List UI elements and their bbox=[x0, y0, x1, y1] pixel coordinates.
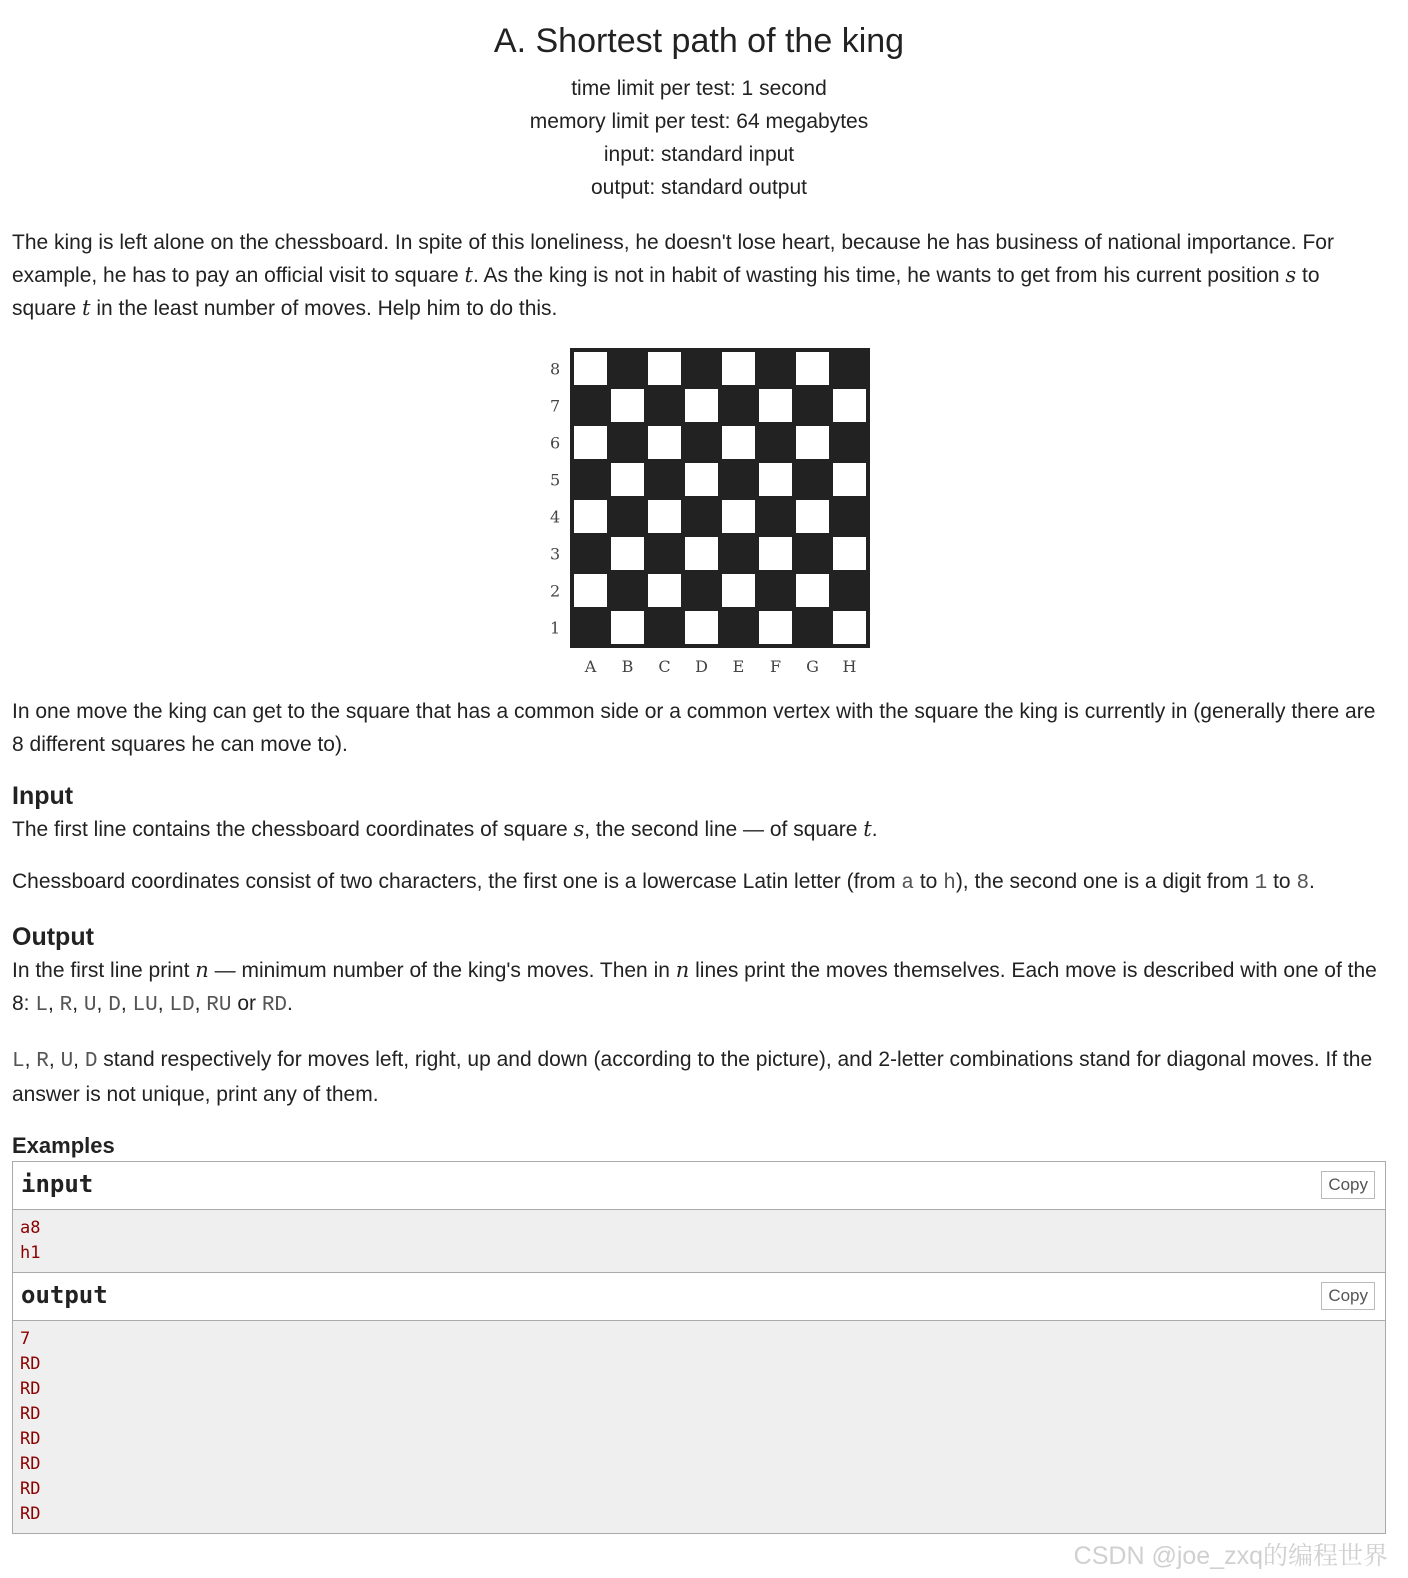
example-output-header bbox=[13, 1272, 1385, 1321]
output-target: output: standard output bbox=[591, 176, 807, 199]
board-square bbox=[611, 611, 644, 644]
input-source: input: standard input bbox=[603, 143, 795, 166]
board-square bbox=[574, 426, 607, 459]
file-label: E bbox=[732, 657, 745, 676]
board-square bbox=[831, 350, 868, 387]
chessboard-figure bbox=[12, 345, 1386, 685]
example-input-header bbox=[13, 1162, 1385, 1210]
rank-label: 8 bbox=[550, 359, 561, 379]
example-output-body bbox=[13, 1321, 1385, 1533]
file-label: G bbox=[806, 657, 819, 676]
example-line: RD bbox=[20, 1379, 41, 1399]
file-label: D bbox=[695, 657, 708, 676]
board-square bbox=[572, 535, 609, 572]
board-square bbox=[574, 500, 607, 533]
board-square bbox=[831, 572, 868, 609]
input-heading: Input bbox=[12, 782, 74, 810]
board-square bbox=[646, 609, 683, 646]
board-square bbox=[648, 352, 681, 385]
board-square bbox=[833, 389, 866, 422]
board-square bbox=[646, 387, 683, 424]
board-square bbox=[796, 500, 829, 533]
problem-page bbox=[12, 0, 1386, 1534]
input-line-1: The first line contains the chessboard coordinates of square s, the second line — of square t. bbox=[12, 817, 878, 841]
rank-label: 6 bbox=[550, 433, 561, 453]
move-rule-paragraph: In one move the king can get to the square that has a common side or a common vertex with the square the king is currently in (generally there are 8 different squares he can move to). bbox=[12, 700, 1376, 756]
board-square bbox=[720, 461, 757, 498]
board-square bbox=[757, 424, 794, 461]
board-square bbox=[722, 426, 755, 459]
example-line: RD bbox=[20, 1479, 41, 1499]
board-square bbox=[611, 537, 644, 570]
board-square bbox=[833, 611, 866, 644]
board-square bbox=[685, 389, 718, 422]
board-square bbox=[759, 389, 792, 422]
examples-box bbox=[12, 1161, 1386, 1534]
watermark: CSDN @joe_zxq的编程世界 bbox=[1073, 1542, 1388, 1570]
board-square bbox=[648, 500, 681, 533]
board-square bbox=[609, 350, 646, 387]
board-square bbox=[831, 498, 868, 535]
board-square bbox=[572, 387, 609, 424]
file-label: B bbox=[621, 657, 634, 676]
board-square bbox=[683, 350, 720, 387]
board-square bbox=[685, 537, 718, 570]
board-square bbox=[720, 535, 757, 572]
board-square bbox=[796, 426, 829, 459]
board-square bbox=[609, 498, 646, 535]
page-title: A. Shortest path of the king bbox=[493, 22, 905, 60]
file-label: F bbox=[769, 657, 782, 676]
example-line: RD bbox=[20, 1504, 41, 1524]
board-square bbox=[646, 461, 683, 498]
board-square bbox=[757, 350, 794, 387]
board-square bbox=[609, 572, 646, 609]
example-input-label: input bbox=[21, 1170, 94, 1198]
board-square bbox=[574, 352, 607, 385]
example-line: RD bbox=[20, 1429, 41, 1449]
problem-limits bbox=[12, 72, 1386, 204]
example-line: RD bbox=[20, 1354, 41, 1374]
board-square bbox=[648, 574, 681, 607]
rank-label: 3 bbox=[550, 544, 561, 564]
board-square bbox=[759, 463, 792, 496]
file-label: A bbox=[584, 657, 597, 676]
copy-output-button[interactable]: Copy bbox=[1321, 1282, 1375, 1310]
board-square bbox=[720, 609, 757, 646]
statement-paragraph: The king is left alone on the chessboard. In spite of this loneliness, he doesn't lose heart, because he has business of national importance. For example, he has to pay an official visit to square t. As the king is not in habit of wasting his time, he wants to get from his current position s to square t in the least number of moves. Help him to do this. bbox=[12, 231, 1334, 320]
board-square bbox=[794, 609, 831, 646]
board-square bbox=[609, 424, 646, 461]
output-heading: Output bbox=[12, 923, 94, 951]
example-line: a8 bbox=[20, 1218, 41, 1238]
board-square bbox=[757, 572, 794, 609]
board-square bbox=[757, 498, 794, 535]
board-square bbox=[683, 424, 720, 461]
board-square bbox=[796, 352, 829, 385]
output-line-1: In the first line print n — minimum number of the king's moves. Then in n lines print the moves themselves. Each move is described with one of the 8: L, R, U, D, LU, LD, RU or RD. bbox=[12, 958, 1377, 1017]
board-square bbox=[683, 498, 720, 535]
board-square bbox=[794, 461, 831, 498]
rank-label: 2 bbox=[550, 581, 561, 601]
example-line: RD bbox=[20, 1404, 41, 1424]
board-square bbox=[794, 535, 831, 572]
board-square bbox=[683, 572, 720, 609]
rank-label: 4 bbox=[550, 507, 561, 527]
output-line-2: L, R, U, D stand respectively for moves left, right, up and down (according to the picture), and 2-letter combinations stand for diagonal moves. If the answer is not unique, print any of them. bbox=[12, 1048, 1373, 1106]
board-square bbox=[759, 537, 792, 570]
chessboard-image bbox=[527, 345, 887, 685]
board-square bbox=[759, 611, 792, 644]
file-label: H bbox=[842, 657, 857, 676]
board-square bbox=[611, 463, 644, 496]
board-square bbox=[833, 537, 866, 570]
board-square bbox=[796, 574, 829, 607]
copy-input-button[interactable]: Copy bbox=[1321, 1171, 1375, 1199]
rank-label: 7 bbox=[550, 396, 561, 416]
board-square bbox=[722, 352, 755, 385]
board-square bbox=[685, 611, 718, 644]
rank-label: 5 bbox=[550, 470, 561, 490]
memory-limit: memory limit per test: 64 megabytes bbox=[529, 110, 869, 133]
example-line: 7 bbox=[20, 1329, 31, 1349]
board-square bbox=[722, 500, 755, 533]
board-square bbox=[722, 574, 755, 607]
example-input-body bbox=[13, 1210, 1385, 1272]
board-square bbox=[794, 387, 831, 424]
board-square bbox=[574, 574, 607, 607]
board-square bbox=[720, 387, 757, 424]
example-line: RD bbox=[20, 1454, 41, 1474]
input-line-2: Chessboard coordinates consist of two characters, the first one is a lowercase Latin letter (from a to h), the second one is a digit from 1 to 8. bbox=[12, 870, 1315, 895]
board-square bbox=[572, 461, 609, 498]
board-square bbox=[572, 609, 609, 646]
example-output-label: output bbox=[21, 1281, 108, 1309]
board-square bbox=[831, 424, 868, 461]
rank-label: 1 bbox=[550, 618, 561, 638]
board-square bbox=[685, 463, 718, 496]
board-square bbox=[648, 426, 681, 459]
file-label: C bbox=[658, 657, 671, 676]
example-line: h1 bbox=[20, 1243, 41, 1263]
time-limit: time limit per test: 1 second bbox=[571, 77, 827, 100]
board-square bbox=[833, 463, 866, 496]
board-square bbox=[646, 535, 683, 572]
examples-heading: Examples bbox=[12, 1133, 115, 1158]
board-square bbox=[611, 389, 644, 422]
